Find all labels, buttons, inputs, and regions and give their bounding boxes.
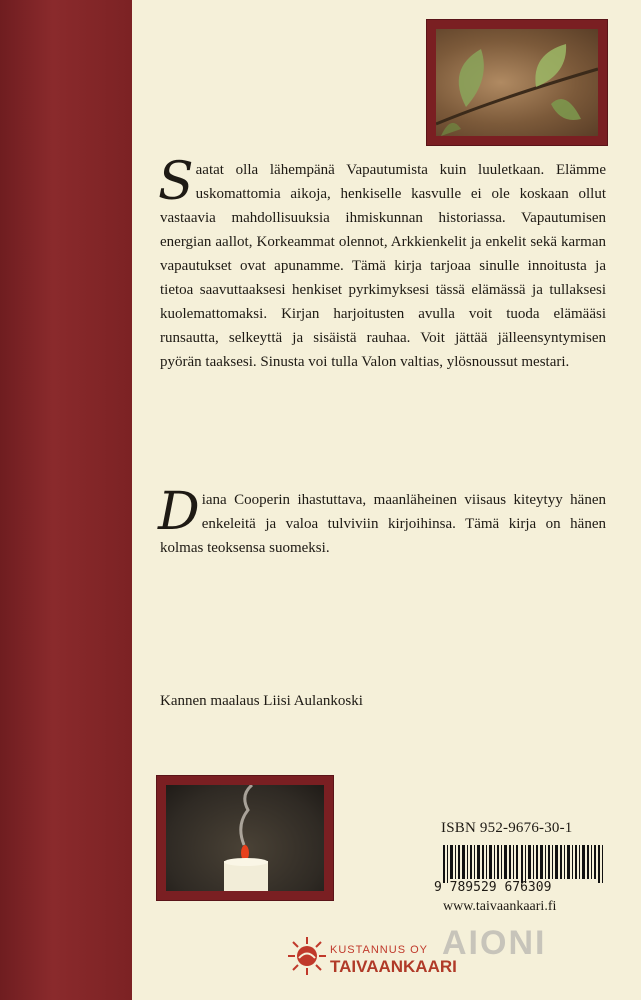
candle-painting [166,785,324,891]
candle-painting-frame [157,776,333,900]
author-paragraph [158,482,606,560]
publisher-sun-logo-icon [286,935,328,977]
leaf-branch-icon [436,29,598,136]
leaf-painting-frame [427,20,607,145]
leaf-painting [436,29,598,136]
candle-icon [166,785,324,891]
publisher-name: TAIVAANKAARI [330,957,457,976]
barcode-number: 9 789529 676309 [434,880,552,895]
dropcap-d: D [158,482,200,542]
description-text: aatat olla lähempänä Vapautumista kuin luuletkaan. Elämme uskomattomia aikoja, henkiselle kasvulle ei ole koskaan ollut vastaavia mahdollisuuksia ihmiskunnan historiassa. Vapautumisen energian aallot, Korkeammat olennot, Arkkienkelit ja enkelit sekä karman vapautukset ovat apunamme. Tämä kirja tarjoaa sinulle innoitusta ja tietoa saavuttaaksesi henkiset pyrkimyksesi tässä elämässä ja tullaksesi kuolemattomaksi. Kirjan harjoitusten avulla voit tuoda elämääsi runsautta, selkeyttä ja sisäistä rauhaa. Voit jättää jälleensyntymisen pyörän taaksesi. Sinusta voi tulla Valon valtias, ylösnoussut mestari. [160,162,606,370]
description-paragraph [158,152,606,374]
author-text: iana Cooperin ihastuttava, maanläheinen viisaus kiteytyy hänen enkeleitä ja valoa tulviviin kirjoihinsa. Tämä kirja on hänen kolmas teoksensa suomeksi. [160,492,606,556]
cover-painting-credit: Kannen maalaus Liisi Aulankoski [160,693,363,709]
publisher-prefix: KUSTANNUS OY [330,944,428,956]
spine-band [0,0,132,1000]
dropcap-s: S [158,152,194,212]
publisher-website: www.taivaankaari.fi [443,899,557,914]
barcode-icon [441,845,616,883]
aioni-watermark: AIONI [442,924,547,962]
isbn-label: ISBN 952-9676-30-1 [441,820,573,836]
